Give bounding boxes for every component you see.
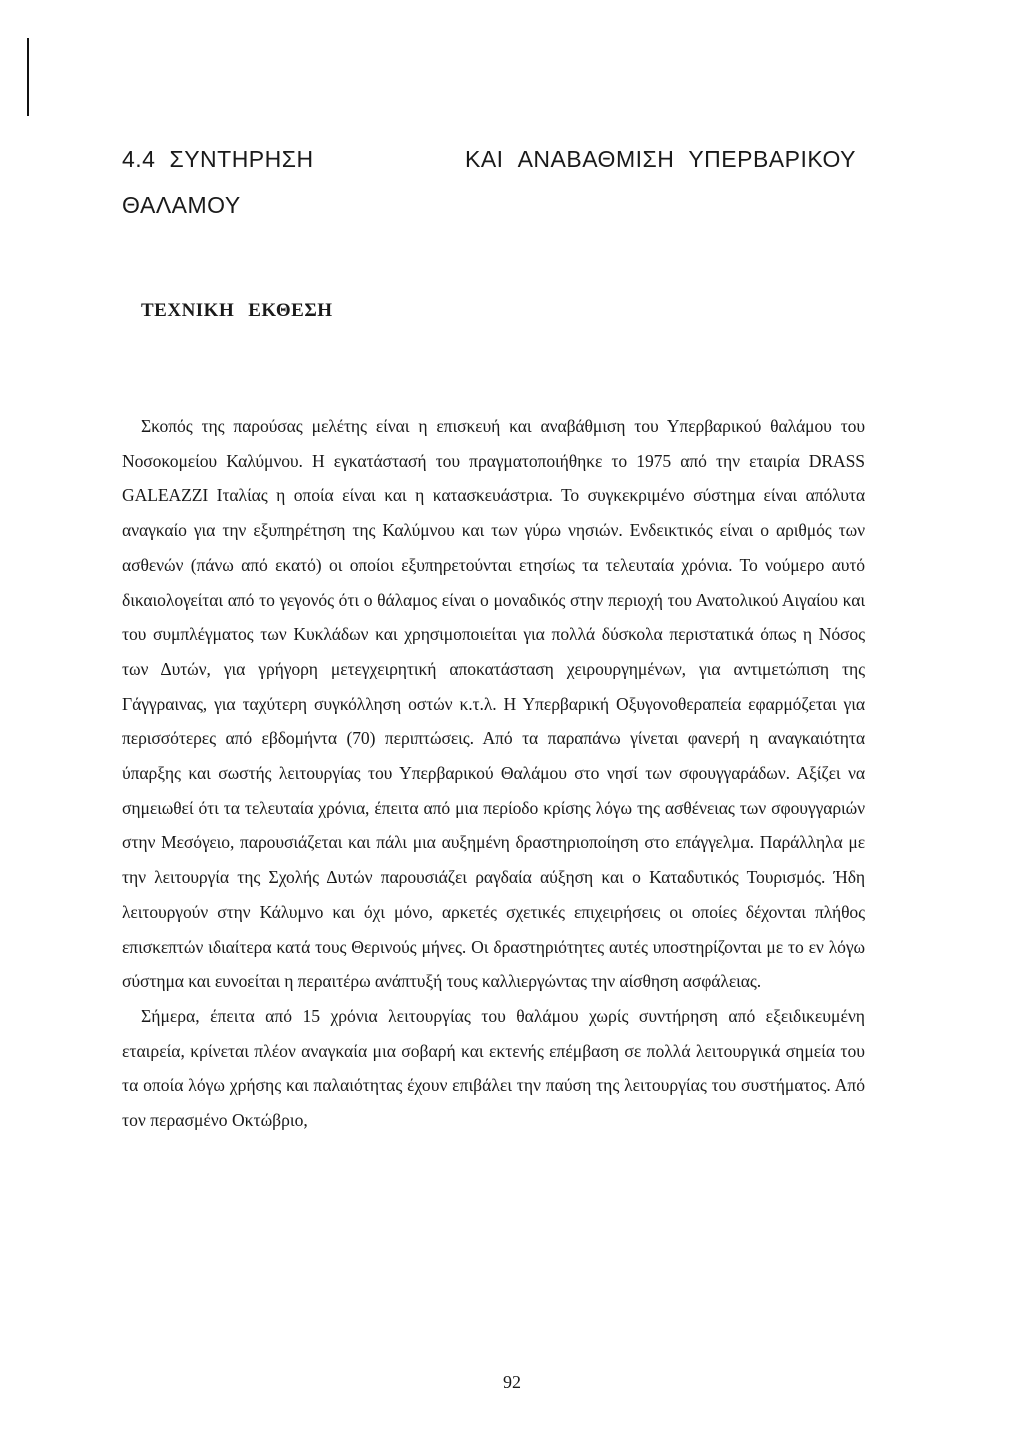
heading-word-4: ΥΠΕΡΒΑΡΙΚΟΥ <box>688 146 856 172</box>
paragraph-2: Σήμερα, έπειτα από 15 χρόνια λειτουργίας του θαλάμου χωρίς συντήρηση από εξειδικευμένη εταιρεία, κρίνεται πλέον αναγκαία μια σοβαρή και εκτενής επέμβαση σε πολλά λειτουργικά σημεία του τα οποία λόγω χρήσης και παλαιότητας έχουν επιβάλει την παύση της λειτουργίας του συστήματος. Από τον περασμένο Οκτώβριο, <box>122 1005 865 1131</box>
section-heading-line-1 <box>122 136 856 182</box>
subheading-word-2: ΕΚΘΕΣΗ <box>248 300 333 321</box>
scan-edge-line <box>27 38 29 116</box>
subsection-heading <box>141 300 333 322</box>
section-heading-line-2: ΘΑΛΑΜΟΥ <box>122 192 241 218</box>
heading-word-1: ΣΥΝΤΗΡΗΣΗ <box>169 146 314 172</box>
heading-word-3: ΑΝΑΒΑΘΜΙΣΗ <box>517 146 675 172</box>
page-number: 92 <box>503 1372 521 1392</box>
subheading-word-1: ΤΕΧΝΙΚΗ <box>141 300 235 321</box>
body-text <box>122 409 865 1138</box>
paragraph-1: Σκοπός της παρούσας μελέτης είναι η επισκευή και αναβάθμιση του Υπερβαρικού θαλάμου του Νοσοκομείου Καλύμνου. Η εγκατάστασή του πραγματοποιήθηκε το 1975 από την εταιρία DRASS GALEAZZI Ιταλίας η οποία είναι και η κατασκευάστρια. Το συγκεκριμένο σύστημα είναι απόλυτα αναγκαίο για την εξυπηρέτηση της Καλύμνου και των γύρω νησιών. Ενδεικτικός είναι ο αριθμός των ασθενών (πάνω από εκατό) οι οποίοι εξυπηρετούνται ετησίως τα τελευταία χρόνια. Το νούμερο αυτό δικαιολογείται από το γεγονός ότι ο θάλαμος είναι ο μοναδικός στην περιοχή του Ανατολικού Αιγαίου και του συμπλέγματος των Κυκλάδων και χρησιμοποιείται για πολλά δύσκολα περιστατικά όπως η Νόσος των Δυτών, για γρήγορη μετεγχειρητική αποκατάσταση χειρουργημένων, για αντιμετώπιση της Γάγγραινας, για ταχύτερη συγκόλληση οστών κ.τ.λ. Η Υπερβαρική Οξυγονοθεραπεία εφαρμόζεται για περισσότερες από εβδομήντα (70) περιπτώσεις. Από τα παραπάνω γίνεται φανερή η αναγκαιότητα ύπαρξης και σωστής λειτουργίας του Υπερβαρικού Θαλάμου στο νησί των σφουγγαράδων. Αξίζει να σημειωθεί ότι τα τελευταία χρόνια, έπειτα από μια περίοδο κρίσης λόγω της ασθένειας των σφουγγαριών στην Μεσόγειο, παρουσιάζεται και πάλι μια αυξημένη δραστηριοποίηση στο επάγγελμα. Παράλληλα με την λειτουργία της Σχολής Δυτών παρουσιάζει ραγδαία αύξηση και ο Καταδυτικός Τουρισμός. Ήδη λειτουργούν στην Κάλυμνο και όχι μόνο, αρκετές σχετικές επιχειρήσεις οι οποίες δέχονται πλήθος επισκεπτών ιδιαίτερα κατά τους Θερινούς μήνες. Οι δραστηριότητες αυτές υποστηρίζονται με το εν λόγω σύστημα και ευνοείται η περαιτέρω ανάπτυξή τους καλλιεργώντας την αίσθηση ασφάλειας. <box>122 416 865 992</box>
section-heading <box>122 136 882 228</box>
heading-word-2: ΚΑΙ <box>464 146 504 172</box>
section-number: 4.4 <box>122 146 156 172</box>
